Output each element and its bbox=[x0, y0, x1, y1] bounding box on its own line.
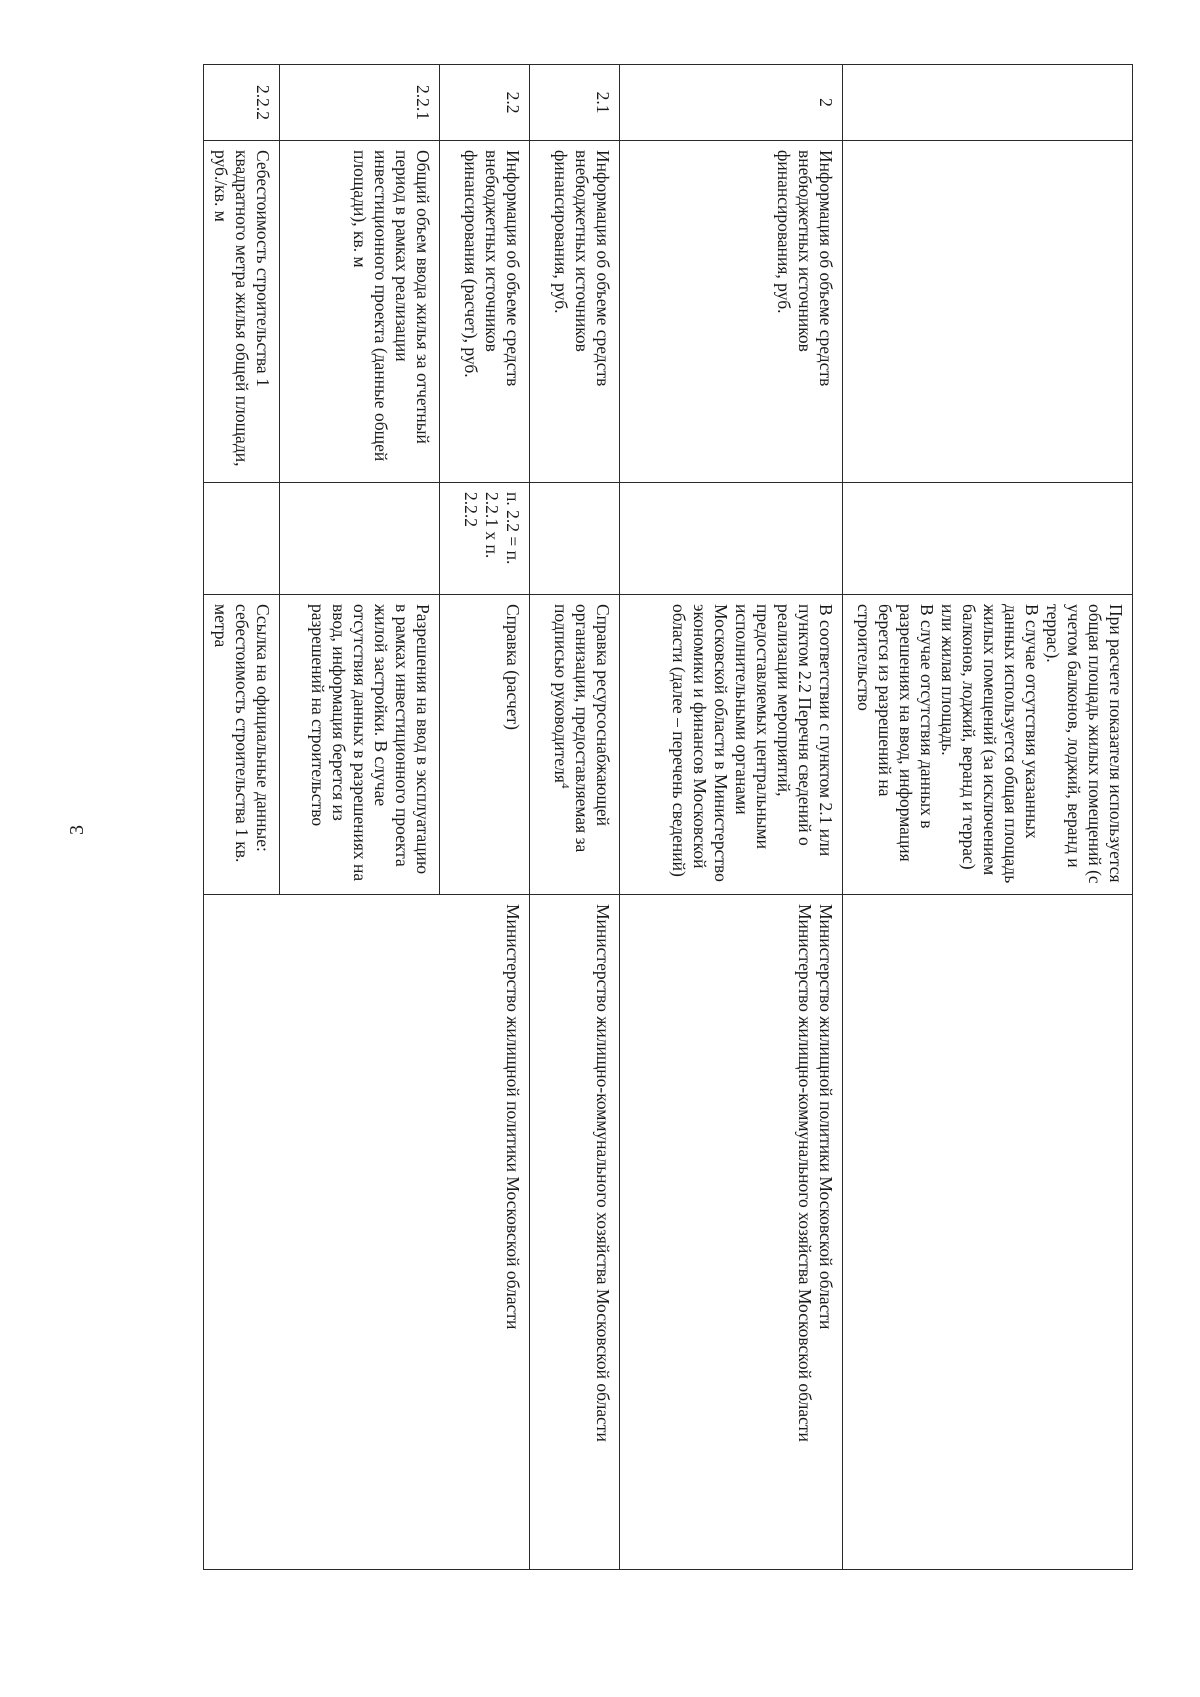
formula-cell bbox=[280, 483, 440, 595]
indicator-name-cell: Информация об объеме средств внебюджетных источников финансирования (расчет), руб. bbox=[440, 141, 530, 483]
formula-cell bbox=[620, 483, 843, 595]
formula-cell: п. 2.2 = п. 2.2.1 х п. 2.2.2 bbox=[440, 483, 530, 595]
formula-cell bbox=[530, 483, 620, 595]
table-row bbox=[843, 65, 1133, 1570]
indicator-name-cell: Общий объем ввода жилья за отчетный период в рамках реализации инвестиционного проекта (данные общей площади), кв. м bbox=[280, 141, 440, 483]
row-number-cell: 2.2.2 bbox=[204, 65, 280, 141]
indicator-name-cell bbox=[843, 141, 1133, 483]
row-number-cell: 2.2.1 bbox=[280, 65, 440, 141]
indicator-name-cell: Информация об объеме средств внебюджетных источников финансирования, руб. bbox=[620, 141, 843, 483]
source-cell: Разрешения на ввод в эксплуатацию в рамках инвестиционного проекта жилой застройки. В случае отсутствия данных в разрешениях на ввод, информация берется из разрешений на строительство bbox=[280, 595, 440, 895]
table-row bbox=[440, 65, 530, 1570]
indicator-name-cell: Себестоимость строительства 1 квадратного метра жилья общей площади, руб./кв. м bbox=[204, 141, 280, 483]
table-row bbox=[620, 65, 843, 1570]
source-text: При расчете показателя используется общая площадь жилых помещений (с учетом балконов, лоджий, веранд и террас). В случае отсутствия указанных данных используется общая площадь жилых помещений (за исключением балконов, лоджий, веранд и террас) или жилая площадь. В случае отсутствия данных в разрешениях на ввод, информация берется из разрешений на строительство bbox=[854, 604, 1126, 884]
source-cell: Справка (расчет) bbox=[440, 595, 530, 895]
source-cell: В соответствии с пунктом 2.1 или пунктом 2.2 Перечня сведений о реализации мероприятий, предоставляемых центральными исполнительными органами Московской области в Министерство экономики и финансов Московской области (далее – перечень сведений) bbox=[620, 595, 843, 895]
footnote-marker: 4 bbox=[558, 782, 571, 789]
formula-cell bbox=[204, 483, 280, 595]
rotated-table-frame bbox=[123, 64, 1133, 1569]
responsible-cell: Министерство жилищной политики Московской области bbox=[204, 895, 530, 1570]
table-row bbox=[530, 65, 620, 1570]
source-cell: Ссылка на официальные данные: себестоимость строительства 1 кв. метра bbox=[204, 595, 280, 895]
formula-cell bbox=[843, 483, 1133, 595]
responsible-cell: Министерство жилищной политики Московской области Министерство жилищно-коммунального хозяйства Московской области bbox=[620, 895, 843, 1570]
indicators-table bbox=[203, 64, 1133, 1570]
source-cell bbox=[843, 595, 1133, 895]
indicator-name-cell: Информация об объеме средств внебюджетных источников финансирования, руб. bbox=[530, 141, 620, 483]
row-number-cell: 2.1 bbox=[530, 65, 620, 141]
responsible-cell bbox=[843, 895, 1133, 1570]
page-number: 3 bbox=[66, 825, 88, 835]
source-text: Справка ресурсоснабжающей организации, предоставляемая за подписью руководителя bbox=[551, 604, 613, 853]
row-number-cell bbox=[843, 65, 1133, 141]
row-number-cell: 2 bbox=[620, 65, 843, 141]
source-cell bbox=[530, 595, 620, 895]
row-number-cell: 2.2 bbox=[440, 65, 530, 141]
responsible-cell: Министерство жилищно-коммунального хозяйства Московской области bbox=[530, 895, 620, 1570]
